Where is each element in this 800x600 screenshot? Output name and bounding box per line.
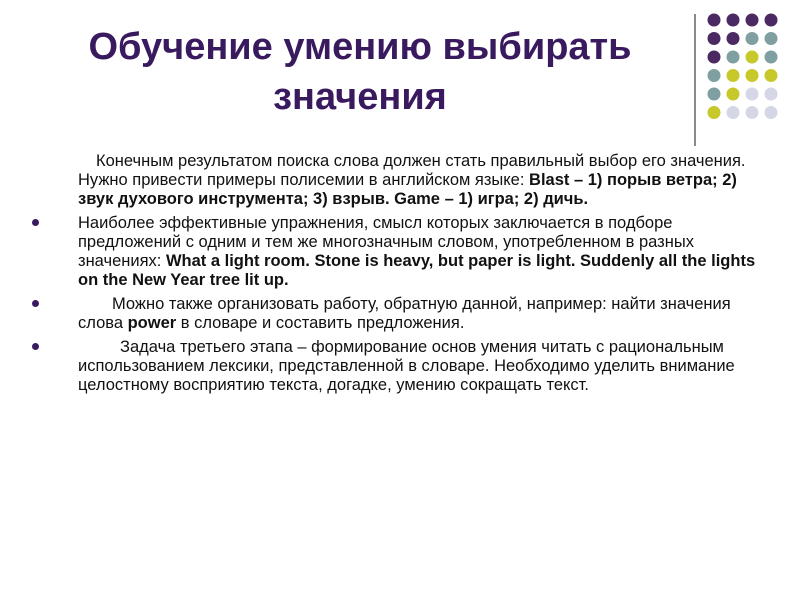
bullet-item-third-stage — [28, 338, 758, 395]
slide-body — [28, 152, 758, 400]
bullet-dot — [32, 219, 39, 226]
decor-dot — [746, 32, 759, 45]
decor-dot — [708, 88, 721, 101]
decor-dot — [746, 69, 759, 82]
decorative-divider — [694, 14, 696, 146]
bullet-item-reverse — [28, 295, 758, 333]
bullet-item-exercises — [28, 214, 758, 290]
decor-dot — [746, 106, 759, 119]
decor-dot — [708, 51, 721, 64]
bullet-dot — [32, 300, 39, 307]
bullet-item-reverse-text1: Можно также организовать работу, обратную данной, например: найти значения слова — [78, 295, 731, 332]
decor-dot — [765, 51, 778, 64]
decor-dot — [727, 32, 740, 45]
bullet-item-exercises-bold: What a light room. Stone is heavy, but paper is light. Suddenly all the lights on the New Year tree lit up. — [78, 252, 756, 289]
decor-dot — [708, 69, 721, 82]
decor-dot — [765, 14, 778, 27]
slide-title — [30, 22, 690, 122]
bullet-item-exercises-text: Наиболее эффективные упражнения, смысл которых заключается в подборе предложений с одним и тем же многозначным словом, употребленном в разных значениях: — [78, 214, 694, 270]
paragraph-intro-bold: Blast – 1) порыв ветра; 2) звук духового инструмента; 3) взрыв. Game – 1) игра; 2) дичь. — [78, 171, 737, 208]
decor-dot — [727, 69, 740, 82]
decor-dot — [746, 51, 759, 64]
decorative-dot-grid — [706, 12, 786, 132]
decor-dot — [708, 14, 721, 27]
decor-dot — [765, 106, 778, 119]
bullet-item-reverse-text2: в словаре и составить предложения. — [176, 314, 465, 332]
bullet-item-third-stage-text: Задача третьего этапа – формирование основ умения читать с рациональным использованием лексики, представленной в словаре. Необходимо уделить внимание целостному восприятию текста, догадке, умению сокращать текст. — [78, 338, 735, 394]
decor-dot — [727, 106, 740, 119]
decor-dot — [727, 14, 740, 27]
decor-dot — [708, 106, 721, 119]
paragraph-intro-text: Конечным результатом поиска слова должен стать правильный выбор его значения. Нужно привести примеры полисемии в английском языке: — [78, 152, 746, 189]
slide-title-line2: значения — [273, 76, 447, 118]
decor-dot — [727, 88, 740, 101]
decor-dot — [746, 14, 759, 27]
decor-dot — [746, 88, 759, 101]
decor-dot — [765, 88, 778, 101]
decor-dot — [727, 51, 740, 64]
bullet-item-reverse-bold: power — [127, 314, 177, 332]
slide-title-line1: Обучение умению выбирать — [88, 26, 632, 68]
paragraph-intro — [28, 152, 758, 209]
decor-dot — [765, 69, 778, 82]
bullet-dot — [32, 343, 39, 350]
decor-dot — [765, 32, 778, 45]
decor-dot — [708, 32, 721, 45]
